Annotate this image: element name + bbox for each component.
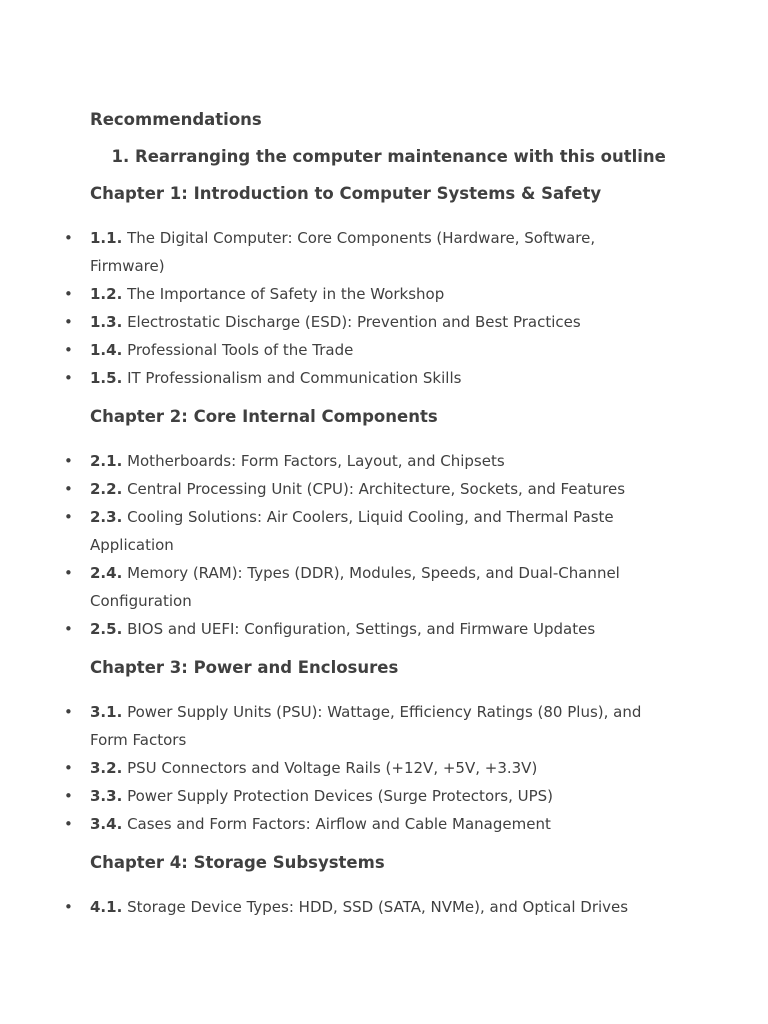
item-text: Professional Tools of the Trade xyxy=(127,341,354,359)
bullet-icon: • xyxy=(64,759,73,777)
item-text: The Importance of Safety in the Workshop xyxy=(127,285,445,303)
list-item xyxy=(0,615,668,643)
list-item xyxy=(0,447,668,475)
list-item xyxy=(0,754,668,782)
item-text: The Digital Computer: Core Components (Hardware, Software, Firmware) xyxy=(90,229,596,275)
bullet-icon: • xyxy=(64,787,73,805)
bullet-icon: • xyxy=(64,341,73,359)
item-number: 1.2. xyxy=(90,285,123,303)
item-text: Storage Device Types: HDD, SSD (SATA, NVMe), and Optical Drives xyxy=(127,898,629,916)
list-item xyxy=(0,698,668,754)
chapter-title: Chapter 2: Core Internal Components xyxy=(90,407,438,426)
item-text: Power Supply Protection Devices (Surge Protectors, UPS) xyxy=(127,787,554,805)
list-item xyxy=(0,782,668,810)
item-text: Electrostatic Discharge (ESD): Prevention and Best Practices xyxy=(127,313,581,331)
chapter-2 xyxy=(64,406,668,643)
list-item xyxy=(0,364,668,392)
item-text: Central Processing Unit (CPU): Architecture, Sockets, and Features xyxy=(127,480,626,498)
item-number: 2.2. xyxy=(90,480,123,498)
item-number: 1.5. xyxy=(90,369,123,387)
item-text: PSU Connectors and Voltage Rails (+12V, +5V, +3.3V) xyxy=(127,759,538,777)
bullet-icon: • xyxy=(64,229,73,247)
item-number: 1.3. xyxy=(90,313,123,331)
chapter-2-list xyxy=(0,447,668,643)
item-number: 3.3. xyxy=(90,787,123,805)
item-number: 3.1. xyxy=(90,703,123,721)
chapter-1-list xyxy=(0,224,668,392)
recommendation-item: 1. Rearranging the computer maintenance with this outline xyxy=(135,146,668,167)
item-number: 1.1. xyxy=(90,229,123,247)
item-text: IT Professionalism and Communication Skills xyxy=(127,369,462,387)
list-item xyxy=(0,308,668,336)
section-heading: Recommendations xyxy=(90,110,262,129)
bullet-icon: • xyxy=(64,285,73,303)
bullet-icon: • xyxy=(64,480,73,498)
item-text: Memory (RAM): Types (DDR), Modules, Speeds, and Dual-Channel Configuration xyxy=(90,564,620,610)
chapter-title: Chapter 3: Power and Enclosures xyxy=(90,658,399,677)
list-item xyxy=(0,475,668,503)
bullet-icon: • xyxy=(64,564,73,582)
bullet-icon: • xyxy=(64,815,73,833)
item-number: 4.1. xyxy=(90,898,123,916)
item-text: Cooling Solutions: Air Coolers, Liquid Cooling, and Thermal Paste Application xyxy=(90,508,614,554)
list-item xyxy=(0,559,668,615)
bullet-icon: • xyxy=(64,898,73,916)
bullet-icon: • xyxy=(64,369,73,387)
item-number: 2.5. xyxy=(90,620,123,638)
recommendation-list xyxy=(90,146,668,167)
list-item xyxy=(0,810,668,838)
chapter-4 xyxy=(64,852,668,921)
chapter-3-list xyxy=(0,698,668,838)
list-item xyxy=(0,336,668,364)
item-number: 1.4. xyxy=(90,341,123,359)
item-text: Motherboards: Form Factors, Layout, and Chipsets xyxy=(127,452,505,470)
list-item xyxy=(0,893,668,921)
list-item xyxy=(0,280,668,308)
bullet-icon: • xyxy=(64,313,73,331)
list-item xyxy=(0,224,668,280)
chapter-title: Chapter 1: Introduction to Computer Systems & Safety xyxy=(90,184,602,203)
bullet-icon: • xyxy=(64,703,73,721)
item-number: 3.2. xyxy=(90,759,123,777)
item-number: 2.1. xyxy=(90,452,123,470)
item-text: Cases and Form Factors: Airflow and Cable Management xyxy=(127,815,551,833)
chapter-4-list xyxy=(0,893,668,921)
chapter-title: Chapter 4: Storage Subsystems xyxy=(90,853,385,872)
bullet-icon: • xyxy=(64,508,73,526)
list-item xyxy=(0,503,668,559)
item-number: 2.3. xyxy=(90,508,123,526)
item-text: Power Supply Units (PSU): Wattage, Efficiency Ratings (80 Plus), and Form Factors xyxy=(90,703,642,749)
chapter-1 xyxy=(64,183,668,392)
item-number: 2.4. xyxy=(90,564,123,582)
chapter-3 xyxy=(64,657,668,838)
bullet-icon: • xyxy=(64,620,73,638)
item-text: BIOS and UEFI: Configuration, Settings, and Firmware Updates xyxy=(127,620,596,638)
bullet-icon: • xyxy=(64,452,73,470)
item-number: 3.4. xyxy=(90,815,123,833)
